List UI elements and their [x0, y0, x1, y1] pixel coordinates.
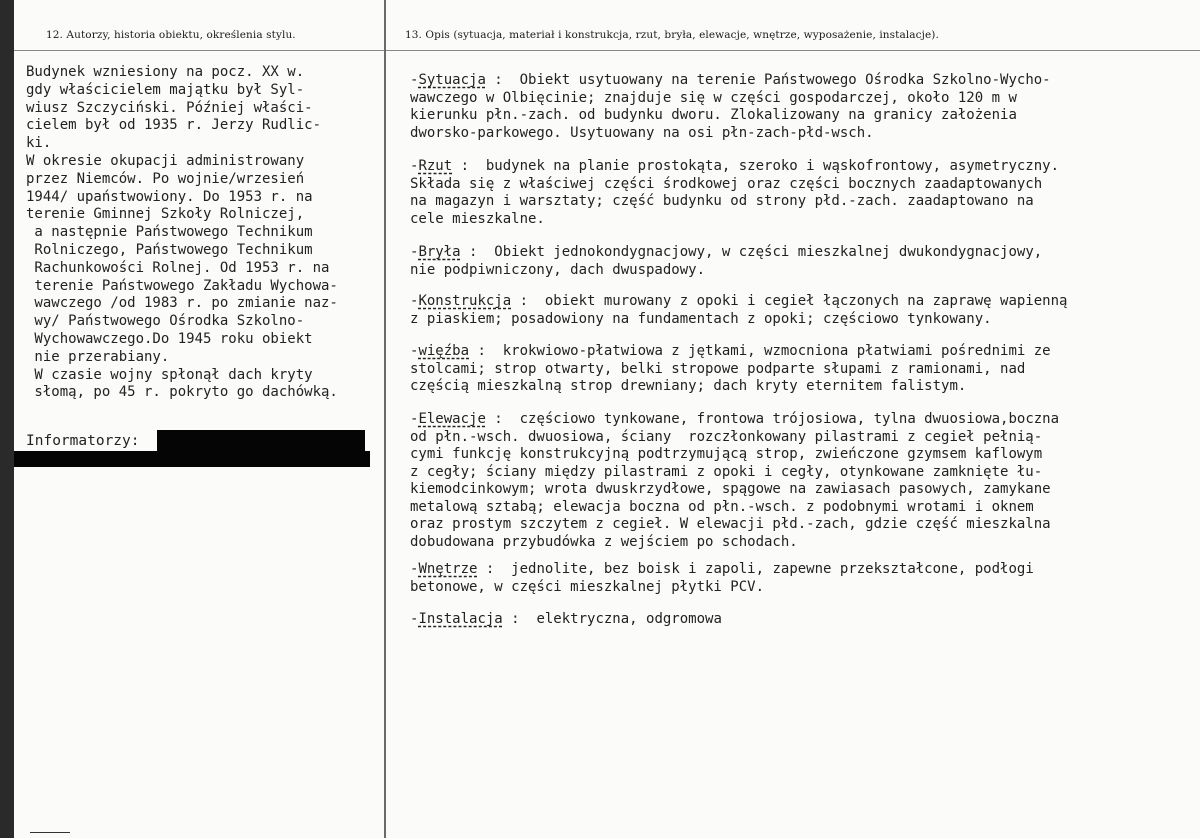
section-line: na magazyn i warsztaty; część budynku od strony płd.-zach. zaadaptowano na	[410, 193, 1034, 209]
section-line: cymi funkcję konstrukcyjną podtrzymującą strop, zwieńczone gzymsem kaflowym	[410, 446, 1043, 462]
section-line: kierunku płn.-zach. od budynku dworu. Zlokalizowany na granicy założenia	[410, 107, 1017, 123]
section-text: Obiekt jednokondygnacjowy, w części mieszkalnej dwukondygnacjowy,	[477, 244, 1043, 260]
section-line: stolcami; strop otwarty, belki stropowe podparte słupami z ramionami, nad	[410, 360, 1026, 377]
section-text: Obiekt usytuowany na terenie Państwowego Ośrodka Szkolno-Wycho-	[502, 72, 1051, 88]
section-line: z piaskiem; posadowiony na fundamentach z opoki; częściowo tynkowany.	[410, 310, 992, 327]
section-line: wawczego w Olbięcinie; znajduje się w części gospodarczej, około 120 m w	[410, 89, 1017, 106]
history-line: Rachunkowości Rolnej. Od 1953 r. na	[26, 259, 330, 276]
section-dash: -	[410, 293, 419, 309]
section-text: krokwiowo-płatwiowa z jętkami, wzmocniona płatwiami pośrednimi ze	[485, 343, 1051, 359]
history-line: W okresie okupacji administrowany	[26, 152, 305, 169]
history-line: cielem był od 1935 r. Jerzy Rudlic-	[26, 117, 322, 134]
redaction-bar-lower	[14, 451, 370, 467]
section-text: jednolite, bez boisk i zapoli, zapewne przekształcone, podłogi	[494, 561, 1034, 577]
section-colon: :	[469, 343, 486, 359]
history-line: terenie Państwowego Zakładu Wychowa-	[26, 277, 338, 294]
section-first-line	[410, 244, 1042, 262]
history-line: terenie Gminnej Szkoły Rolniczej,	[26, 206, 305, 223]
section-first-line	[410, 158, 1059, 176]
history-line: Wychowawczego.Do 1945 roku obiekt	[26, 330, 313, 347]
history-line: 1944/ upaństwowiony. Do 1953 r. na	[26, 188, 313, 205]
section-label: więźba	[418, 343, 470, 359]
section-first-line	[410, 611, 722, 629]
redaction-bar	[157, 430, 365, 453]
section-dash: -	[410, 611, 419, 627]
section-dash: -	[410, 343, 419, 359]
section-label: Bryła	[418, 244, 461, 260]
history-line: gdy właścicielem majątku był Syl-	[26, 81, 305, 98]
section-colon: :	[460, 244, 478, 260]
section-first-line	[410, 411, 1059, 429]
section-label: Rzut	[418, 158, 453, 174]
history-line: przez Niemców. Po wojnie/wrzesień	[26, 170, 305, 187]
history-line: W czasie wojny spłonął dach kryty	[26, 366, 313, 383]
section-line: od płn.-wsch. dwuosiowa, ściany rozczłonkowany pilastrami z cegieł pełnią-	[410, 428, 1043, 445]
section-label: Konstrukcja	[418, 293, 512, 309]
history-line: wawczego /od 1983 r. po zmianie naz-	[26, 295, 338, 312]
section-line: częścią mieszkalną strop drewniany; dach kryty eternitem falistym.	[410, 378, 967, 394]
section-label: Elewacje	[418, 411, 486, 427]
history-line: słomą, po 45 r. pokryto go dachówką.	[26, 384, 338, 401]
section-first-line	[410, 343, 1051, 361]
section-line: cele mieszkalne.	[410, 210, 545, 227]
section-text: obiekt murowany z opoki i cegieł łączonych na zaprawę wapienną	[528, 293, 1068, 309]
section-line: betonowe, w części mieszkalnej płytki PCV.	[410, 578, 765, 595]
section-line: dworsko-parkowego. Usytuowany na osi płn-zach-płd-wsch.	[410, 124, 874, 141]
section-dash: -	[410, 561, 419, 577]
section-text: budynek na planie prostokąta, szeroko i wąskofrontowy, asymetryczny.	[469, 158, 1060, 174]
section-colon: :	[511, 293, 529, 309]
section-first-line	[410, 561, 1034, 579]
history-line: ki.	[26, 135, 52, 152]
section-colon: :	[477, 561, 495, 577]
history-line: Rolniczego, Państwowego Technikum	[26, 241, 313, 258]
informants-label: Informatorzy:	[26, 433, 140, 449]
section-line: nie podpiwniczony, dach dwuspadowy.	[410, 261, 706, 278]
history-line: wiusz Szczyciński. Później właści-	[26, 99, 313, 116]
section-label: Wnętrze	[418, 561, 478, 577]
section-colon: :	[485, 411, 503, 427]
right-header-rule	[386, 50, 1200, 51]
section-dash: -	[410, 158, 419, 174]
section-colon: :	[452, 158, 470, 174]
section-colon: :	[502, 611, 520, 627]
section-first-line	[410, 72, 1051, 90]
history-line: Budynek wzniesiony na pocz. XX w.	[26, 64, 305, 80]
section-dash: -	[410, 244, 419, 260]
section-line: dobudowana przybudówka z wejściem po schodach.	[410, 533, 798, 550]
card-left-edge	[0, 0, 14, 838]
section-label: Instalacja	[418, 611, 503, 627]
history-line: nie przerabiany.	[26, 348, 170, 365]
section-line: oraz prostym szczytem z cegieł. W elewacji płd.-zach, gdzie część mieszkalna	[410, 516, 1051, 532]
section-line: Składa się z właściwej części środkowej oraz części bocznych zaadaptowanych	[410, 175, 1043, 192]
section-label: Sytuacja	[418, 72, 486, 88]
left-header-rule	[14, 50, 384, 51]
right-column-header: 13. Opis (sytuacja, materiał i konstrukcja, rzut, bryła, elewacje, wnętrze, wyposażenie, instalacje).	[405, 29, 939, 41]
section-dash: -	[410, 411, 419, 427]
section-line: z cegły; ściany między pilastrami z opoki i cegły, otynkowane zamknięte łu-	[410, 463, 1043, 480]
left-column-header: 12. Autorzy, historia obiektu, określenia stylu.	[46, 29, 296, 41]
history-line: a następnie Państwowego Technikum	[26, 224, 313, 241]
bottom-tick-mark	[30, 832, 70, 833]
section-text: elektryczna, odgromowa	[519, 611, 722, 627]
section-first-line	[410, 293, 1067, 311]
section-colon: :	[485, 72, 503, 88]
column-divider	[384, 0, 386, 838]
section-line: metalową sztabą; elewacja boczna od płn.-wsch. z podobnymi wrotami i oknem	[410, 498, 1034, 515]
section-line: kiemodcinkowym; wrota dwuskrzydłowe, spągowe na zawiasach pasowych, zamykane	[410, 481, 1051, 497]
history-line: wy/ Państwowego Ośrodka Szkolno-	[26, 313, 305, 330]
section-dash: -	[410, 72, 419, 88]
section-text: częściowo tynkowane, frontowa trójosiowa, tylna dwuosiowa,boczna	[502, 411, 1060, 427]
history-text	[26, 64, 382, 402]
